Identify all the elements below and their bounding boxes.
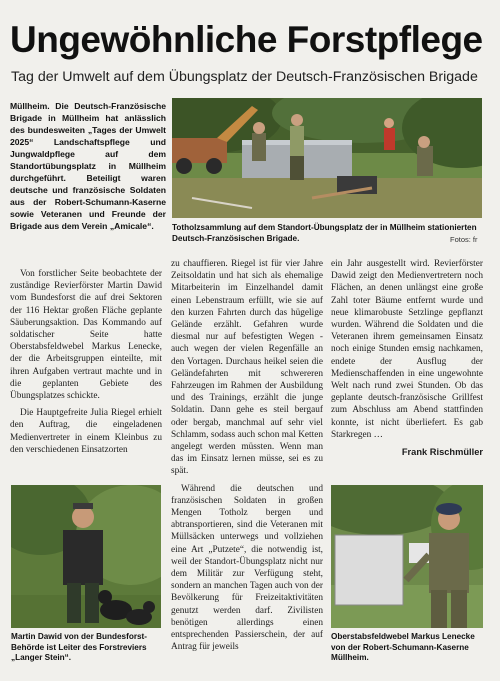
lead-paragraph: Müllheim. Die Deutsch-Französische Brigade in Müllheim hat anlässlich des bundesweiten „Tages der Umwelt 2025“ Landschaftspflege und Jungwaldpflege auf dem Standortübungsplatz in Müllheim durchgeführt. Beteiligt waren deutsche und französische Soldaten aus der Robert-Schumann-Kaserne sowie Veteranen und Freunde der Brigade aus dem Verein „Amicale“. [10, 101, 166, 231]
article-column-1 [10, 268, 162, 478]
headline: Ungewöhnliche Forstpflege [10, 19, 483, 60]
column-2-paragraph-2: Während die deutschen und französischen Soldaten in großen Mengen Totholz bergen und abtransportieren, sind die Veteranen mit Müllsäcken unterwegs und vollziehen eine Art „Putzete“, die notwendig ist, weil der Standort-Übungsplatz nicht nur dem Militär zur Verfügung steht, sondern an manchen Tagen auch von der Bevölkerung für Freizeitaktivitäten genutzt werden darf. Zivilisten benötigen allerdings einen entsprechenden Passierschein, der auf Antrag für jeweils [171, 483, 323, 653]
article-column-3 [331, 258, 483, 480]
column-1-paragraph-1: Von forstlicher Seite beobachtete der zuständige Revierförster Martin Dawid vom Bundesforst die auf drei Sektoren der 116 Hektar großen Fläche geplante Säuberungsaktion. Das Kommando auf soldatischer Seite hatte Oberstabsfeldwebel Markus Lenecke, der die Arbeitsgruppen einteilte, mit ihren Aufgaben vertraut machte und in die geplanten Gebiete des Übungsplatzes schickte. [10, 269, 162, 402]
officer-photo-caption-text: Oberstabsfeldwebel Markus Lenecke von der Robert-Schumann-Kaserne Müllheim. [331, 632, 475, 662]
forester-photo [11, 485, 161, 628]
forester-photo-caption-text: Martin Dawid von der Bundesforst-Behörde ist Leiter des Forstreviers „Langer Stein“. [11, 632, 148, 662]
top-photo-caption-text: Totholzsammlung auf dem Standort-Übungsplatz der in Müllheim stationierten Deutsch-Französischen Brigade. [172, 223, 477, 243]
forester-photo-caption [11, 632, 163, 664]
photo-credit: Fotos: fr [450, 235, 478, 244]
officer-photo-caption [331, 632, 483, 664]
officer-photo [331, 485, 483, 628]
subheadline: Tag der Umwelt auf dem Übungsplatz der Deutsch-Französischen Brigade [11, 69, 478, 85]
author-byline: Frank Rischmüller [401, 447, 483, 458]
top-photo-caption [172, 223, 482, 244]
column-3-paragraph-1: ein Jahr ausgestellt wird. Revierförster Dawid zeigt den Medienvertretern noch Flächen, an denen unlängst eine große Zahl toter Bäume entfernt wurde und neue klimarobuste Setzlinge gepflanzt wurden. Während die Soldaten und die Veteranen ihrem gemeinsamen Einsatz noch einige Stunden emsig nachkamen, endete der Ausflug der Medienschaffenden in eine ungewohnte Welt nach rund zwei Stunden. Ob das geplante deutsch-französische Grillfest zum Abschluss am Abend stattfinden konnte, ist nicht überliefert. Es gab Starkregen … [331, 259, 483, 440]
article-column-2 [171, 258, 323, 670]
column-1-paragraph-2: Die Hauptgefreite Julia Riegel erhielt den Auftrag, die eingeladenen Medienvertreter in einem Kleinbus zu den verschiedenen Einsatzorten [10, 408, 162, 455]
column-2-paragraph-1: zu chauffieren. Riegel ist für vier Jahre Zeitsoldatin und hat sich als ehemalige Mitarbeiterin im Einzelhandel damit einen Lebenstraum erfüllt, wie sie auf den kurzen Fahrten durch das hügelige Gelände erzählt. Gefahren wurde diesmal nur auf befestigten Wegen - auch wegen der vielen Regenfälle an den Vortagen. Durchaus heikel seien die Geländefahrten mit schwereren Fahrzeugen im Rahmen der Ausbildung und des Trainings, erzählt die junge Soldatin. Dann gehe es steil bergauf oder bergab, manchmal auf sehr viel Schlamm, sodass auch schon mal Ketten angelegt werden müssten. Wenn man das im Einsatz lernen müsse, sei es zu spät. [171, 259, 323, 477]
top-photo [172, 98, 482, 218]
